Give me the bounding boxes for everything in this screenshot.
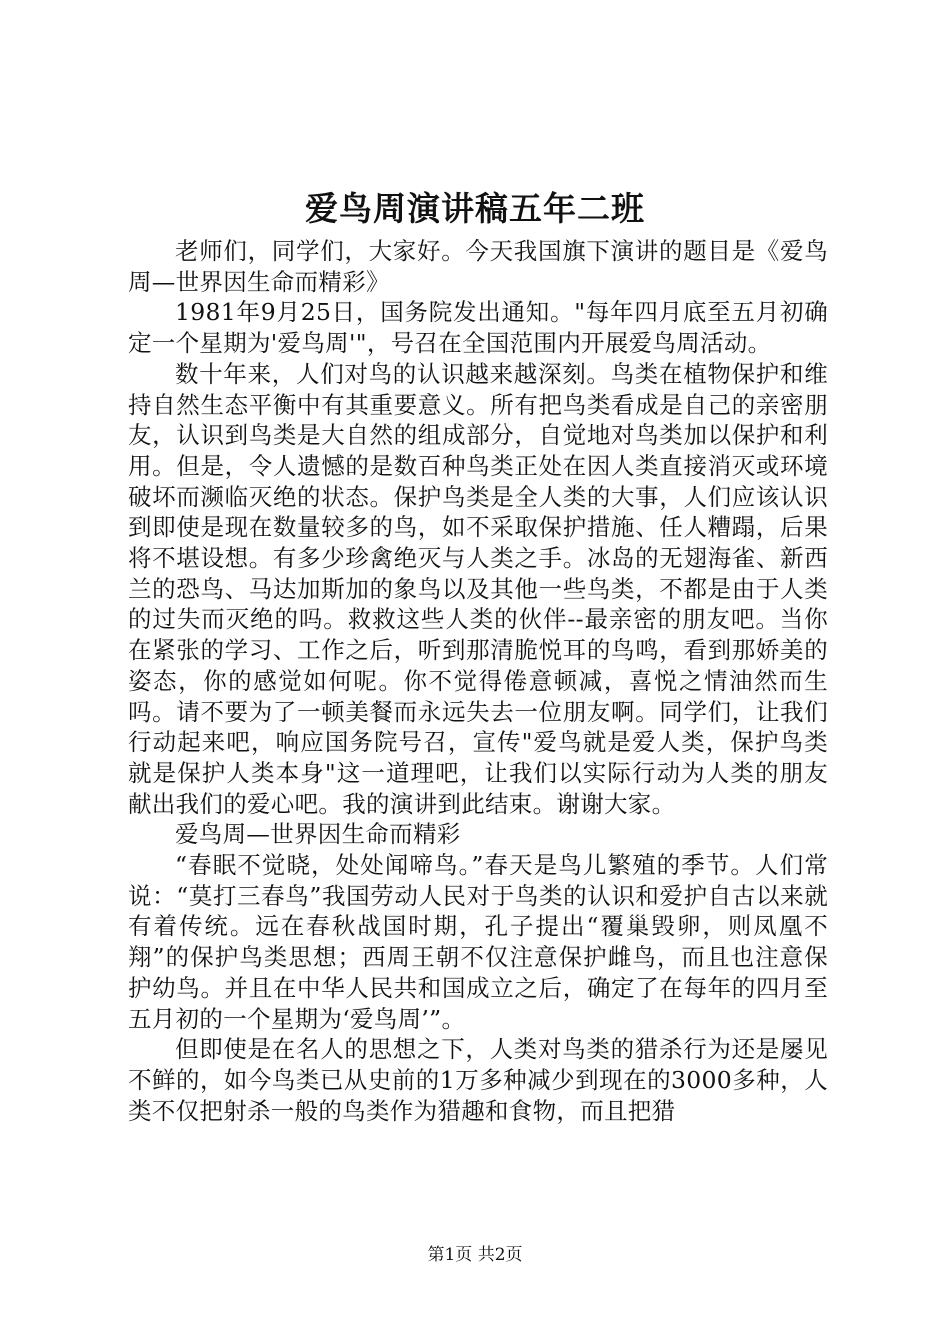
paragraph-main-speech: 数十年来，人们对鸟的认识越来越深刻。鸟类在植物保护和维持自然生态平衡中有其重要意义。所有把鸟类看成是自己的亲密朋友，认识到鸟类是大自然的组成部分，自觉地对鸟类加以保护和利用。但是，令人遗憾的是数百种鸟类正处在因人类直接消灭或环境破坏而濒临灭绝的状态。保护鸟类是全人类的大事，人们应该认识到即使是现在数量较多的鸟，如不采取保护措施、任人糟蹋，后果将不堪设想。有多少珍禽绝灭与人类之手。冰岛的无翅海雀、新西兰的恐鸟、马达加斯加的象鸟以及其他一些鸟类，不都是由于人类的过失而灭绝的吗。救救这些人类的伙伴--最亲密的朋友吧。当你在紧张的学习、工作之后，听到那清脆悦耳的鸟鸣，看到那娇美的姿态，你的感觉如何呢。你不觉得倦意顿减，喜悦之情油然而生吗。请不要为了一顿美餐而永远失去一位朋友啊。同学们，让我们行动起来吧，响应国务院号召，宣传"爱鸟就是爱人类，保护鸟类就是保护人类本身"这一道理吧，让我们以实际行动为人类的朋友献出我们的爱心吧。我的演讲到此结束。谢谢大家。	[128, 359, 828, 818]
paragraph-decline: 但即使是在名人的思想之下，人类对鸟类的猎杀行为还是屡见不鲜的，如今鸟类已从史前的1万多种减少到现在的3000多种，人类不仅把射杀一般的鸟类作为猎趣和食物，而且把猎	[128, 1035, 828, 1125]
paragraph-history: “春眠不觉晓，处处闻啼鸟。”春天是鸟儿繁殖的季节。人们常说：“莫打三春鸟”我国劳动人民对于鸟类的认识和爱护自古以来就有着传统。远在春秋战国时期，孔子提出“覆巢毁卵，则凤凰不翔”的保护鸟类思想；西周王朝不仅注意保护雌鸟，而且也注意保护幼鸟。并且在中华人民共和国成立之后，确定了在每年的四月至五月初的一个星期为‘爱鸟周’”。	[128, 851, 828, 1033]
page-indicator: 第1页 共2页	[427, 1245, 523, 1265]
section-heading: 爱鸟周—世界因生命而精彩	[175, 820, 461, 849]
document-body	[128, 236, 828, 1126]
paragraph-greeting: 老师们，同学们，大家好。今天我国旗下演讲的题目是《爱鸟周—世界因生命而精彩》	[128, 237, 828, 296]
document-title: 爱鸟周演讲稿五年二班	[305, 189, 645, 228]
paragraph-notice: 1981年9月25日，国务院发出通知。"每年四月底至五月初确定一个星期为'爱鸟周'"，号召在全国范围内开展爱鸟周活动。	[128, 298, 828, 358]
